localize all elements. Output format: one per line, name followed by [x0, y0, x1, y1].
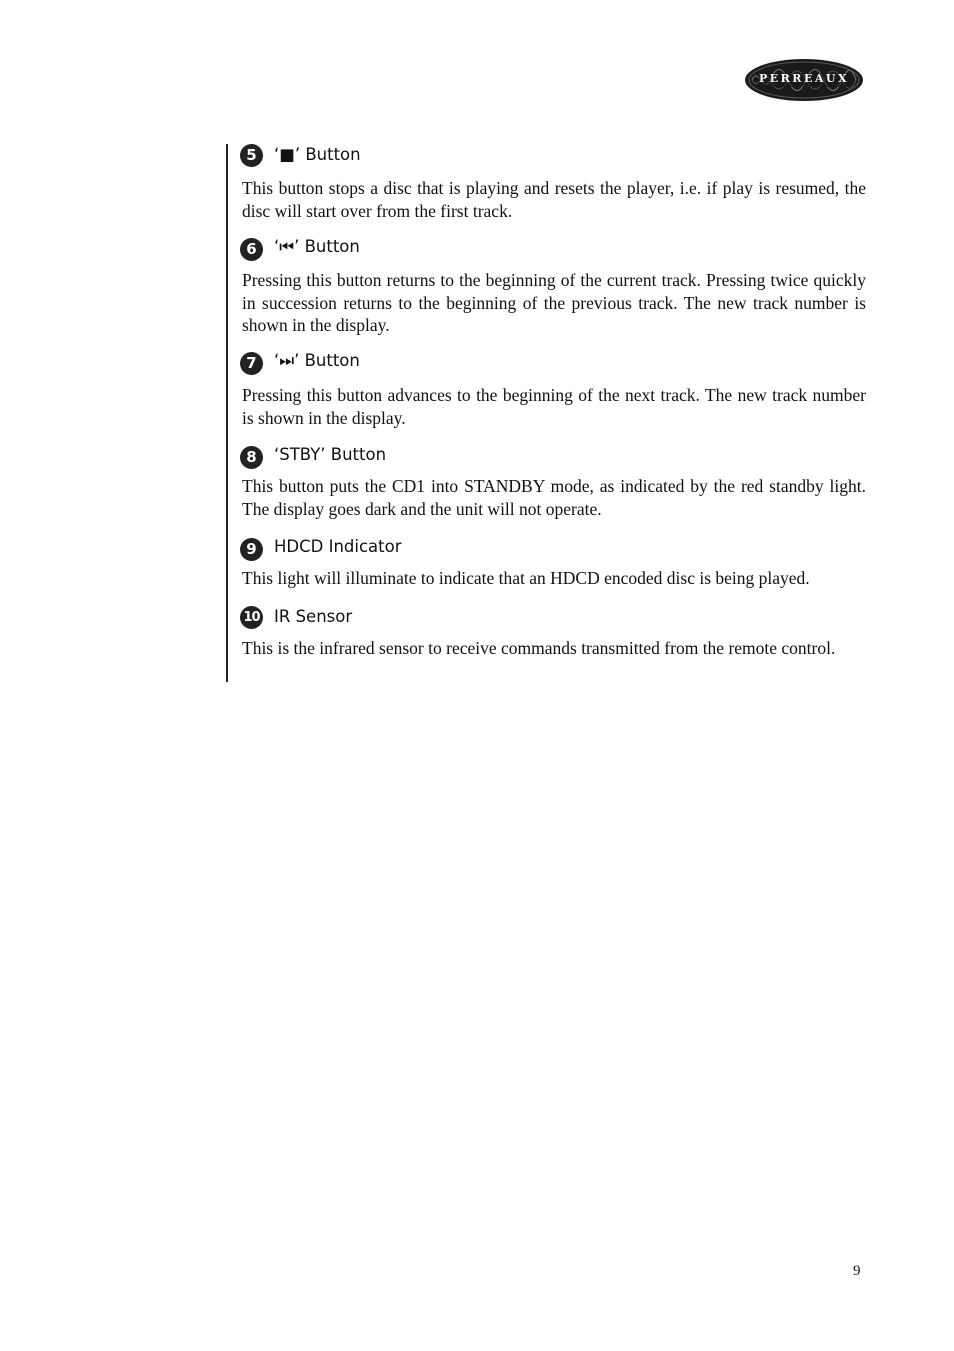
section-heading — [228, 536, 868, 562]
section-text: Pressing this button returns to the beginning of the current track. Pressing twice quickly in succession returns to the beginning of the previous track. The new track number is shown in the display. — [242, 270, 866, 335]
section-title: ‘⏭’ Button — [274, 351, 360, 370]
section-ir-sensor — [228, 606, 868, 658]
section-heading — [228, 444, 868, 470]
section-text: Pressing this button advances to the beginning of the next track. The new track number is shown in the display. — [242, 385, 866, 428]
number-badge: 9 — [240, 538, 263, 561]
section-stop-button — [228, 144, 868, 221]
section-heading — [228, 144, 868, 170]
number-badge: 5 — [240, 144, 263, 167]
section-text: This button puts the CD1 into STANDBY mode, as indicated by the red standby light. The display goes dark and the unit will not operate. — [242, 476, 866, 519]
section-heading — [228, 236, 868, 262]
number-badge: 8 — [240, 446, 263, 469]
section-heading — [228, 606, 868, 632]
perreaux-logo — [744, 58, 864, 102]
section-title: ‘■’ Button — [274, 145, 361, 164]
section-hdcd-indicator — [228, 536, 868, 588]
section-title: HDCD Indicator — [274, 537, 402, 556]
page-number: 9 — [853, 1263, 861, 1279]
number-badge: 6 — [240, 238, 263, 261]
number-badge: 10 — [240, 606, 263, 629]
logo-text: PERREAUX — [759, 72, 849, 85]
number-badge: 7 — [240, 352, 263, 375]
section-title: ‘⏮’ Button — [274, 237, 360, 256]
section-text: This light will illuminate to indicate that an HDCD encoded disc is being played. — [242, 568, 810, 588]
section-standby-button — [228, 444, 868, 519]
section-heading — [228, 350, 868, 376]
section-title: IR Sensor — [274, 607, 353, 626]
section-title: ‘STBY’ Button — [274, 445, 387, 464]
section-previous-track-button — [228, 236, 868, 335]
section-text: This is the infrared sensor to receive commands transmitted from the remote control. — [242, 638, 836, 658]
section-next-track-button — [228, 350, 868, 428]
content-column — [226, 144, 868, 682]
section-text: This button stops a disc that is playing and resets the player, i.e. if play is resumed, the disc will start over from the first track. — [242, 178, 866, 221]
